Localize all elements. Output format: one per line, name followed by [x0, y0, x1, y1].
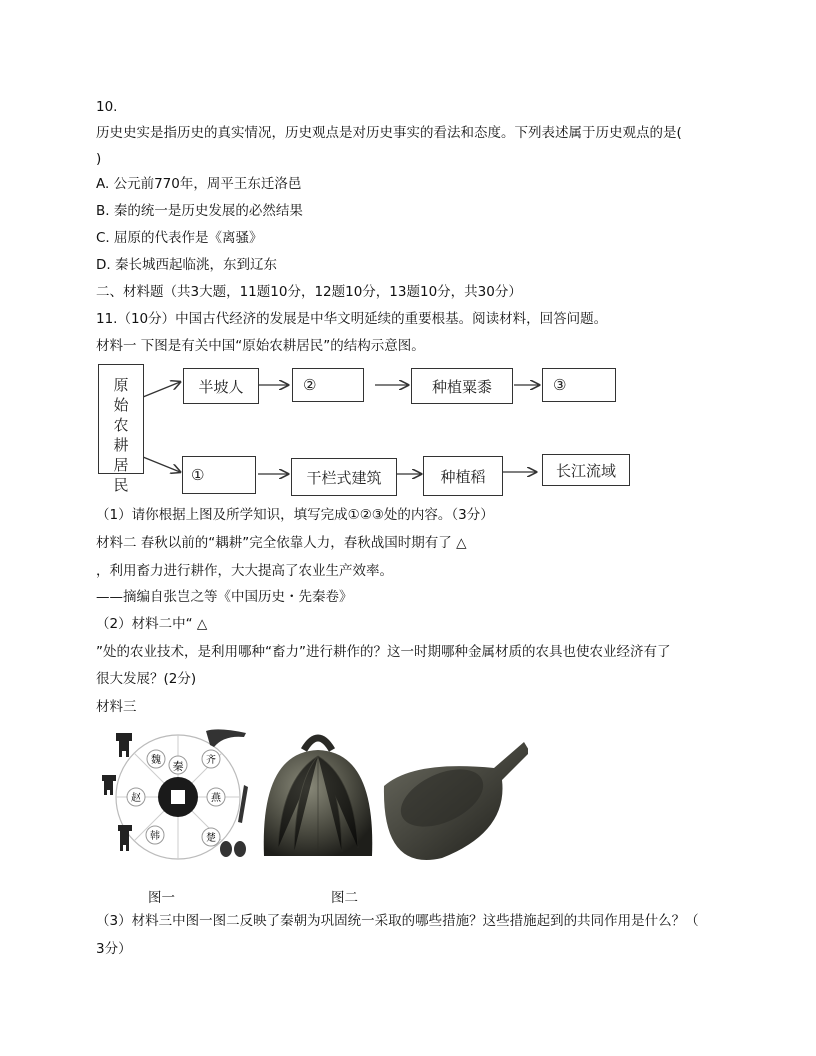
question-10-stem: 历史史实是指历史的真实情况，历史观点是对历史事实的看法和态度。下列表述属于历史观点的是(: [96, 125, 682, 141]
spade-coin-icon: [118, 825, 132, 851]
sub-question-2-c: 很大发展？(2分): [96, 671, 197, 687]
box-stilt-house: 干栏式建筑: [291, 458, 397, 496]
state-label: 齐: [206, 755, 216, 766]
material-1-intro: 材料一 下图是有关中国“原始农耕居民”的结构示意图。: [96, 338, 425, 354]
sub-question-3-a: （3）材料三中图一图二反映了秦朝为巩固统一采取的哪些措施？这些措施起到的共同作用是什么？（: [96, 913, 699, 929]
weight-handle: [304, 738, 332, 750]
ant-nose-coin-icon: [234, 841, 246, 857]
state-label: 韩: [150, 831, 160, 842]
material-3-label: 材料三: [96, 699, 137, 715]
coins-illustration: [98, 725, 258, 865]
figure-1-caption: 图一: [148, 890, 175, 906]
state-label: 赵: [131, 793, 141, 804]
box-rice: 种植稻: [423, 456, 503, 496]
section-2-title: 二、材料题（共3大题，11题10分，12题10分，13题10分，共30分）: [96, 284, 522, 300]
option-d: D. 秦长城西起临洮，东到辽东: [96, 257, 277, 273]
box-blank-2: ②: [292, 368, 364, 402]
sub-question-2-a: （2）材料二中“ △: [96, 616, 208, 632]
question-10-stem-end: ): [96, 151, 102, 167]
sub-question-1: （1）请你根据上图及所学知识，填写完成①②③处的内容。（3分）: [96, 507, 494, 523]
structure-diagram: [96, 362, 636, 500]
root-box: [98, 364, 144, 494]
sub-question-2-b: ”处的农业技术，是利用哪种“畜力”进行耕作的？这一时期哪种金属材质的农具也使农业经济有了: [96, 644, 671, 660]
box-blank-1: ①: [182, 456, 256, 494]
knife-coin-icon: [206, 729, 246, 747]
material-2-line-b: ，利用畜力进行耕作，大大提高了农业生产效率。: [96, 563, 393, 579]
box-yangtze: 长江流域: [542, 454, 630, 486]
spade-coin-icon: [102, 775, 116, 795]
arrow-root-top: [143, 382, 180, 397]
weight-and-measure-illustration: [258, 728, 528, 868]
question-11-stem: 11.（10分）中国古代经济的发展是中华文明延续的重要根基。阅读材料，回答问题。: [96, 311, 608, 327]
box-blank-3: ③: [542, 368, 616, 402]
spade-coin-icon: [116, 733, 132, 757]
arrow-root-bottom: [143, 457, 180, 472]
ant-nose-coin-icon: [220, 841, 232, 857]
option-a: A. 公元前770年，周平王东迁洛邑: [96, 176, 302, 192]
state-label: 燕: [211, 793, 221, 804]
figure-2-caption: 图二: [331, 890, 358, 906]
box-banpo: 半坡人: [183, 368, 259, 404]
option-c: C. 屈原的代表作是《离骚》: [96, 230, 263, 246]
material-2-line-a: 材料二 春秋以前的“耦耕”完全依靠人力，春秋战国时期有了 △: [96, 535, 467, 551]
root-label: 原始农耕居民: [113, 376, 129, 494]
figure-2-weights-measures: [258, 728, 528, 868]
state-label: 楚: [206, 833, 216, 844]
state-label: 秦: [172, 760, 184, 773]
option-b: B. 秦的统一是历史发展的必然结果: [96, 203, 303, 219]
question-10-number: 10.: [96, 99, 118, 115]
figure-1-coins: [98, 725, 258, 865]
box-millet: 种植粟黍: [411, 368, 513, 404]
state-label: 魏: [151, 755, 161, 766]
material-2-source: ——摘编自张岂之等《中国历史・先秦卷》: [96, 589, 353, 605]
sub-question-3-b: 3分）: [96, 941, 132, 957]
